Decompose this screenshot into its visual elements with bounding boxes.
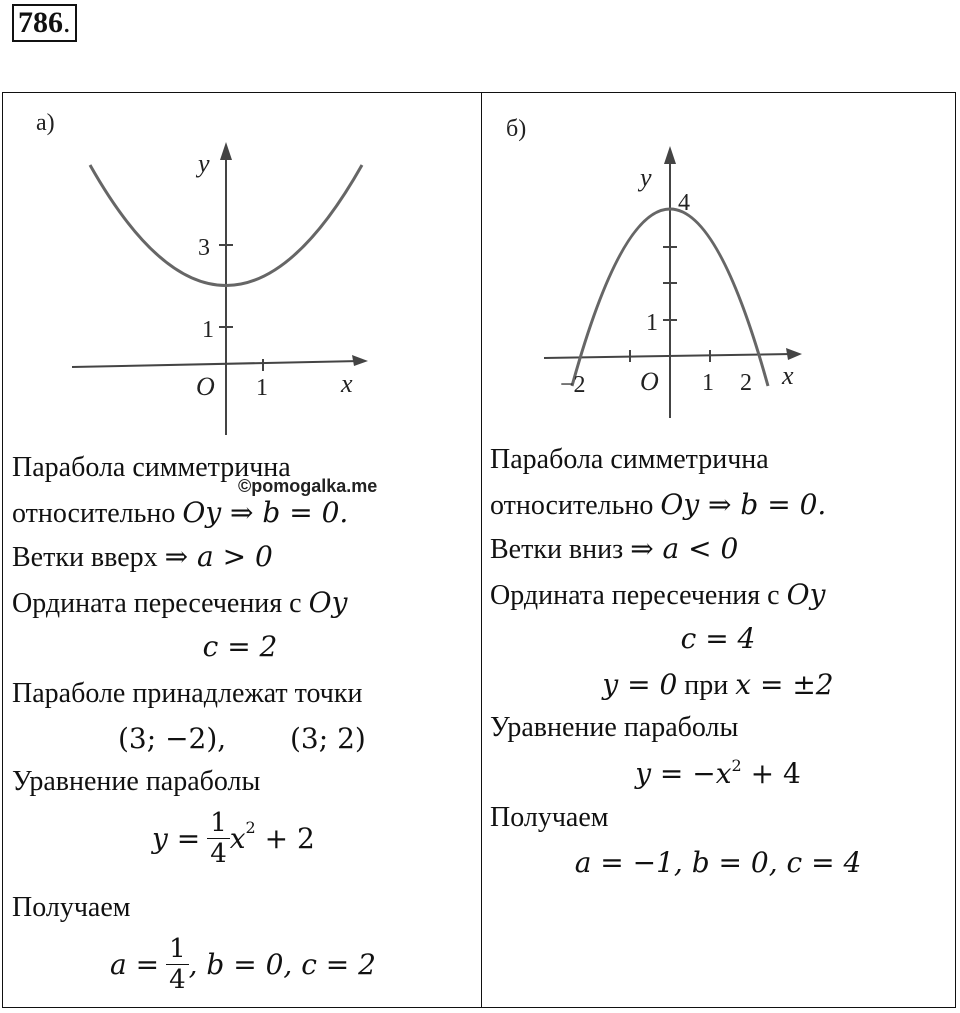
tick-label-x1: 1 — [702, 370, 714, 396]
tick-label-x2: 2 — [740, 370, 752, 396]
tick-label-y1: 1 — [646, 310, 658, 336]
formula-result-a: a = $\frac{1}{4}$ , b = 0, c = 2 — [110, 934, 376, 995]
x-axis-arrow-icon — [786, 348, 802, 360]
origin-label: O — [640, 367, 659, 396]
problem-number: 786. — [12, 4, 77, 42]
text-line: Уравнение параболы — [490, 712, 739, 743]
formula-c: c = 4 — [680, 622, 756, 655]
formula-parabola-b: $y = -x^2 + 4$ — [635, 756, 801, 790]
text-line: Парабола симметрична — [490, 444, 769, 475]
text-line: Уравнение параболы — [12, 766, 261, 797]
text-line: Получаем — [490, 802, 609, 833]
point-2: (3; 2) — [290, 722, 366, 755]
tick-label-y4: 4 — [678, 190, 690, 216]
y-axis-label: y — [640, 163, 652, 192]
x-axis — [72, 361, 360, 367]
x-axis-arrow-icon — [352, 355, 368, 366]
y-axis-arrow-icon — [220, 142, 232, 160]
y-axis-arrow-icon — [664, 146, 676, 164]
formula-parabola-a: y = $\frac{1}{4}$ $x^2 + 2$ — [152, 808, 315, 869]
origin-label: O — [196, 372, 215, 401]
graph-a-label: а) — [36, 110, 55, 136]
formula-result-b: a = −1, b = 0, c = 4 — [574, 846, 862, 879]
text-line: Парабола симметрична — [12, 452, 291, 483]
y-axis-label: y — [198, 149, 210, 178]
text-line: относительно Oy ⇒ b = 0. — [12, 496, 349, 529]
x-axis-label: x — [341, 369, 353, 398]
watermark: ©pomogalka.me — [238, 476, 378, 496]
graph-b — [500, 100, 820, 430]
text-line: Параболе принадлежат точки — [12, 678, 363, 709]
tick-label-y3: 3 — [198, 235, 210, 261]
tick-label-y1: 1 — [202, 317, 214, 343]
tick-label-x1: 1 — [256, 375, 268, 401]
text-line: Ордината пересечения с Oy — [12, 586, 348, 619]
x-axis-label: x — [782, 361, 794, 390]
text-line: Ордината пересечения с Oy — [490, 578, 826, 611]
formula-c: c = 2 — [202, 630, 278, 663]
text-line: Ветки вверх ⇒ a > 0 — [12, 540, 273, 573]
column-divider — [481, 92, 482, 1008]
point-1: (3; −2), — [118, 722, 227, 755]
graph-a — [30, 100, 380, 435]
tick-label-x-minus2: −2 — [560, 372, 586, 398]
text-line: Получаем — [12, 892, 131, 923]
formula-roots: y = 0 при x = ±2 — [602, 668, 834, 701]
text-line: относительно Oy ⇒ b = 0. — [490, 488, 827, 521]
graph-b-label: б) — [506, 116, 527, 142]
text-line: Ветки вниз ⇒ a < 0 — [490, 532, 739, 565]
